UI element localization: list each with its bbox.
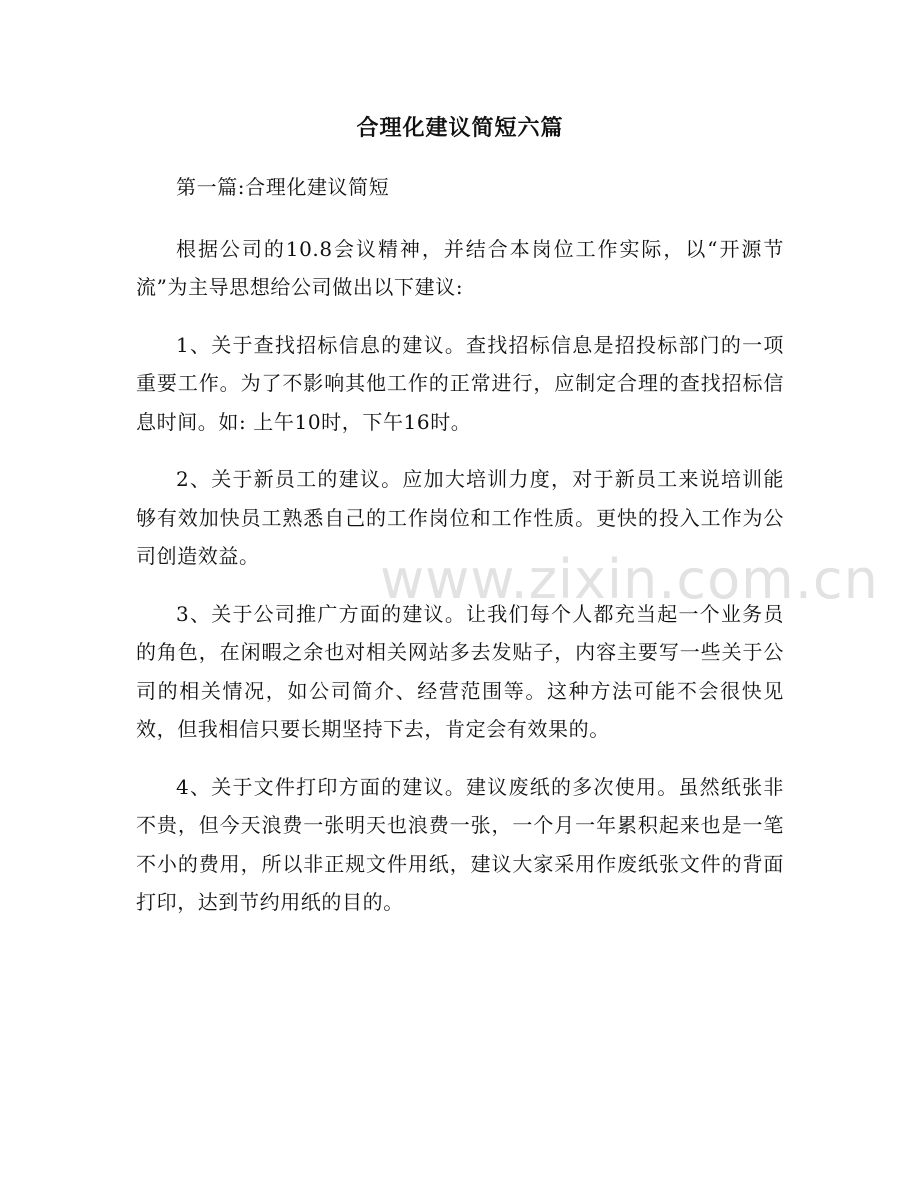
section-heading: 第一篇:合理化建议简短 <box>176 175 390 199</box>
paragraph-suggestion-4: 4、关于文件打印方面的建议。建议废纸的多次使用。虽然纸张非不贵，但今天浪费一张明天也浪费一张，一个月一年累积起来也是一笔不小的费用，所以非正规文件用纸，建议大家采用作废纸张文件的背面打印，达到节约用纸的目的。 <box>136 774 784 914</box>
watermark: www.zixin.com.cn <box>380 548 879 611</box>
paragraph-suggestion-3: 3、关于公司推广方面的建议。让我们每个人都充当起一个业务员的角色，在闲暇之余也对相关网站多去发贴子，内容主要写一些关于公司的相关情况，如公司简介、经营范围等。这种方法可能不会很快见效，但我相信只要长期坚持下去，肯定会有效果的。 <box>136 601 784 741</box>
paragraph-suggestion-2: 2、关于新员工的建议。应加大培训力度，对于新员工来说培训能够有效加快员工熟悉自己的工作岗位和工作性质。更快的投入工作为公司创造效益。 <box>136 467 784 568</box>
document-title: 合理化建议简短六篇 <box>356 115 564 141</box>
paragraph-intro: 根据公司的10.8会议精神，并结合本岗位工作实际，以“开源节流”为主导思想给公司做出以下建议: <box>136 236 784 299</box>
document-body <box>136 168 784 941</box>
paragraph-suggestion-1: 1、关于查找招标信息的建议。查找招标信息是招投标部门的一项重要工作。为了不影响其他工作的正常进行，应制定合理的查找招标信息时间。如: 上午10时，下午16时。 <box>136 332 784 434</box>
